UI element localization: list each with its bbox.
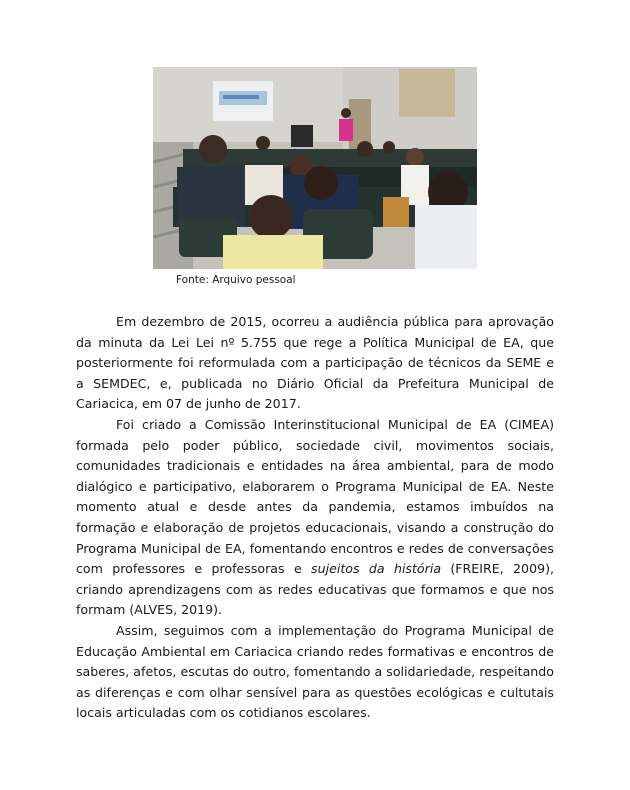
paragraph-2-emphasis: sujeitos da história — [311, 561, 442, 577]
paragraph-1: Em dezembro de 2015, ocorreu a audiência pública para aprovação da minuta da Lei Lei nº 5.755 que rege a Política Municipal de EA, que posteriormente foi reformulada com a participação de técnicos da SEME e a SEMDEC, e, publicada no Diário Oficial da Prefeitura Municipal de Cariacica, em 07 de junho de 2017. — [76, 314, 554, 412]
paragraph-3: Assim, seguimos com a implementação do Programa Municipal de Educação Ambiental em Cariacica criando redes formativas e encontros de saberes, afetos, escutas do outro, fomentando a solidariedade, respeitando as diferenças e com olhar sensível para as questões ecológicas e cultutais locais articuladas com os cotidianos escolares. — [76, 622, 554, 721]
audience-photo — [153, 67, 477, 269]
document-body — [76, 312, 554, 724]
paragraph-2-before: Foi criado a Comissão Interinstitucional Municipal de EA (CIMEA) formada pelo poder público, sociedade civil, movimentos sociais, comunidades tradicionais e entidades na área ambiental, para de modo dialógico e participativo, elaborarem o Programa Municipal de EA. Neste momento atual e desde antes da pandemia, estamos imbuídos na formação e elaboração de projetos educacionais, visando a construção do Programa Municipal de EA, fomentando encontros e redes de conversações com professores e professoras e — [76, 416, 554, 577]
paragraph-2 — [76, 415, 554, 621]
figure-caption: Fonte: Arquivo pessoal — [176, 274, 296, 286]
paragraph-2-after: (FREIRE, 2009), criando aprendizagens com as redes educativas que formamos e que nos formam (ALVES, 2019). — [76, 561, 555, 618]
